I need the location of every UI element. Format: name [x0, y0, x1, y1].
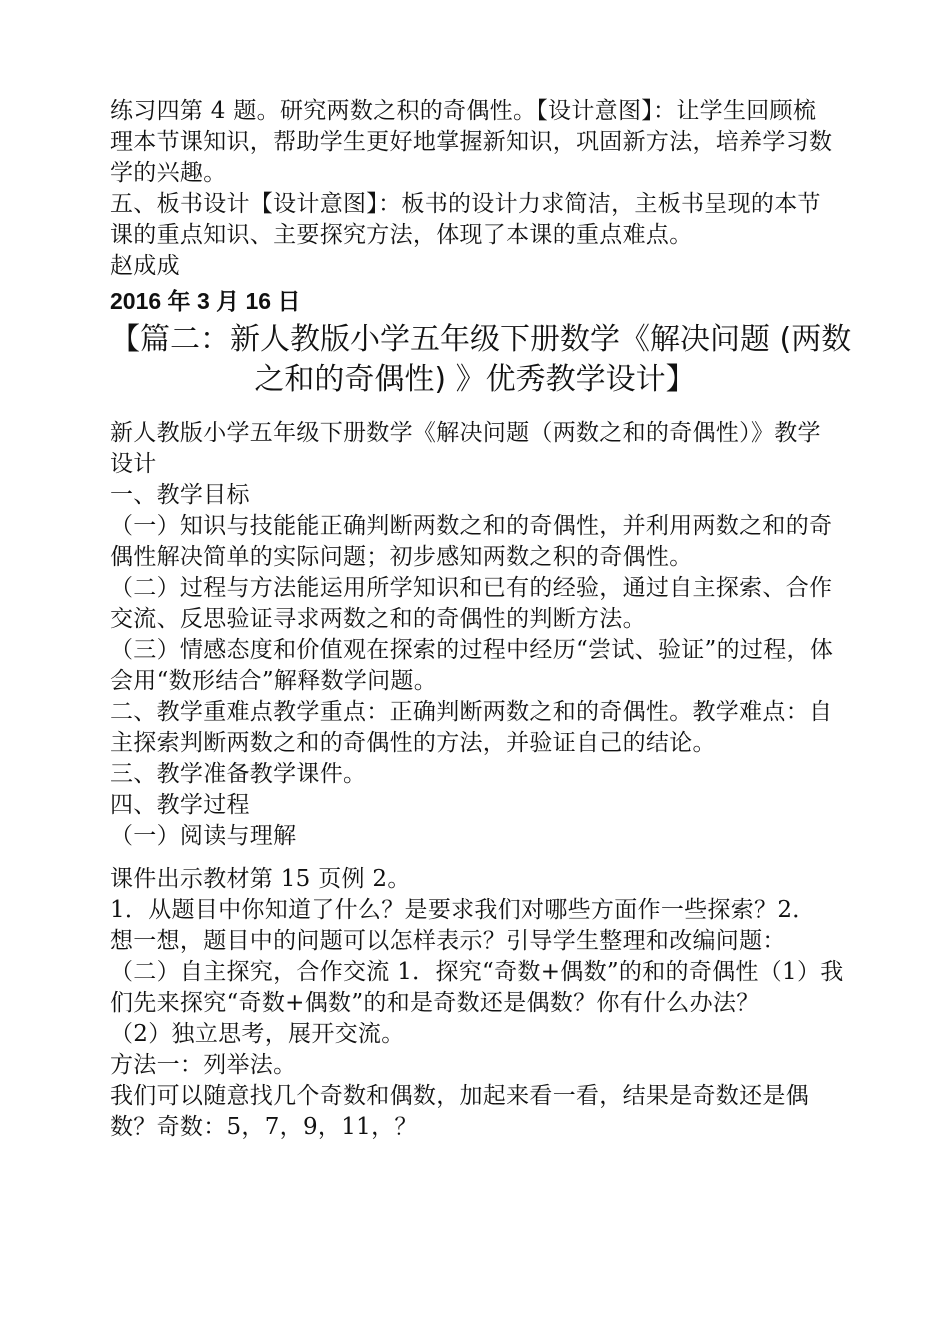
text-line: 1．从题目中你知道了什么？是要求我们对哪些方面作一些探索？2．: [110, 897, 816, 923]
text-line: 偶性解决简单的实际问题；初步感知两数之积的奇偶性。: [110, 544, 693, 570]
text-line: 课的重点知识、主要探究方法，体现了本课的重点难点。: [110, 222, 693, 248]
text-line: 三、教学准备教学课件。: [110, 761, 367, 787]
text-line: 二、教学重难点教学重点：正确判断两数之和的奇偶性。教学难点：自: [110, 699, 833, 725]
text-line: 数？奇数：5，7，9，11，？: [110, 1114, 418, 1140]
text-line: 五、板书设计【设计意图】：板书的设计力求简洁，主板书呈现的本节: [110, 191, 821, 217]
text-line: （2）独立思考，展开交流。: [110, 1021, 405, 1047]
text-line: 想一想，题目中的问题可以怎样表示？引导学生整理和改编问题：: [110, 928, 786, 954]
author-name: 赵成成: [110, 253, 180, 279]
text-line: 我们可以随意找几个奇数和偶数，加起来看一看，结果是奇数还是偶: [110, 1083, 809, 1109]
heading-process: 四、教学过程: [110, 792, 250, 818]
heading-objectives: 一、教学目标: [110, 482, 250, 508]
text-line: 理本节课知识，帮助学生更好地掌握新知识，巩固新方法，培养学习数: [110, 129, 833, 155]
text-line: 练习四第 4 题。研究两数之积的奇偶性。【设计意图】：让学生回顾梳: [110, 98, 817, 124]
text-line: （二）过程与方法能运用所学知识和已有的经验，通过自主探索、合作: [110, 575, 833, 601]
text-line: （二）自主探究，合作交流 1．探究“奇数+偶数”的和的奇偶性（1）我: [110, 959, 844, 985]
text-line: （一）知识与技能能正确判断两数之和的奇偶性，并利用两数之和的奇: [110, 513, 833, 539]
section-title-line1: 【篇二：新人教版小学五年级下册数学《解决问题 (两数: [110, 322, 852, 357]
text-line: （一）阅读与理解: [110, 823, 297, 849]
section-title-line2: 之和的奇偶性) 》优秀教学设计】: [254, 362, 696, 397]
text-line: 学的兴趣。: [110, 160, 227, 186]
text-line: 设计: [110, 451, 157, 477]
text-line: 课件出示教材第 15 页例 2。: [110, 866, 411, 892]
text-line: 主探索判断两数之和的奇偶性的方法，并验证自己的结论。: [110, 730, 716, 756]
text-line: 们先来探究“奇数+偶数”的和是奇数还是偶数？你有什么办法？: [110, 990, 760, 1016]
text-line: 新人教版小学五年级下册数学《解决问题（两数之和的奇偶性）》教学: [110, 420, 821, 446]
date-line: 2016 年 3 月 16 日: [110, 288, 301, 314]
text-line: （三）情感态度和价值观在探索的过程中经历“尝试、验证”的过程，体: [110, 637, 834, 663]
text-line: 交流、反思验证寻求两数之和的奇偶性的判断方法。: [110, 606, 646, 632]
text-line: 会用“数形结合”解释数学问题。: [110, 668, 438, 694]
text-line: 方法一：列举法。: [110, 1052, 297, 1078]
